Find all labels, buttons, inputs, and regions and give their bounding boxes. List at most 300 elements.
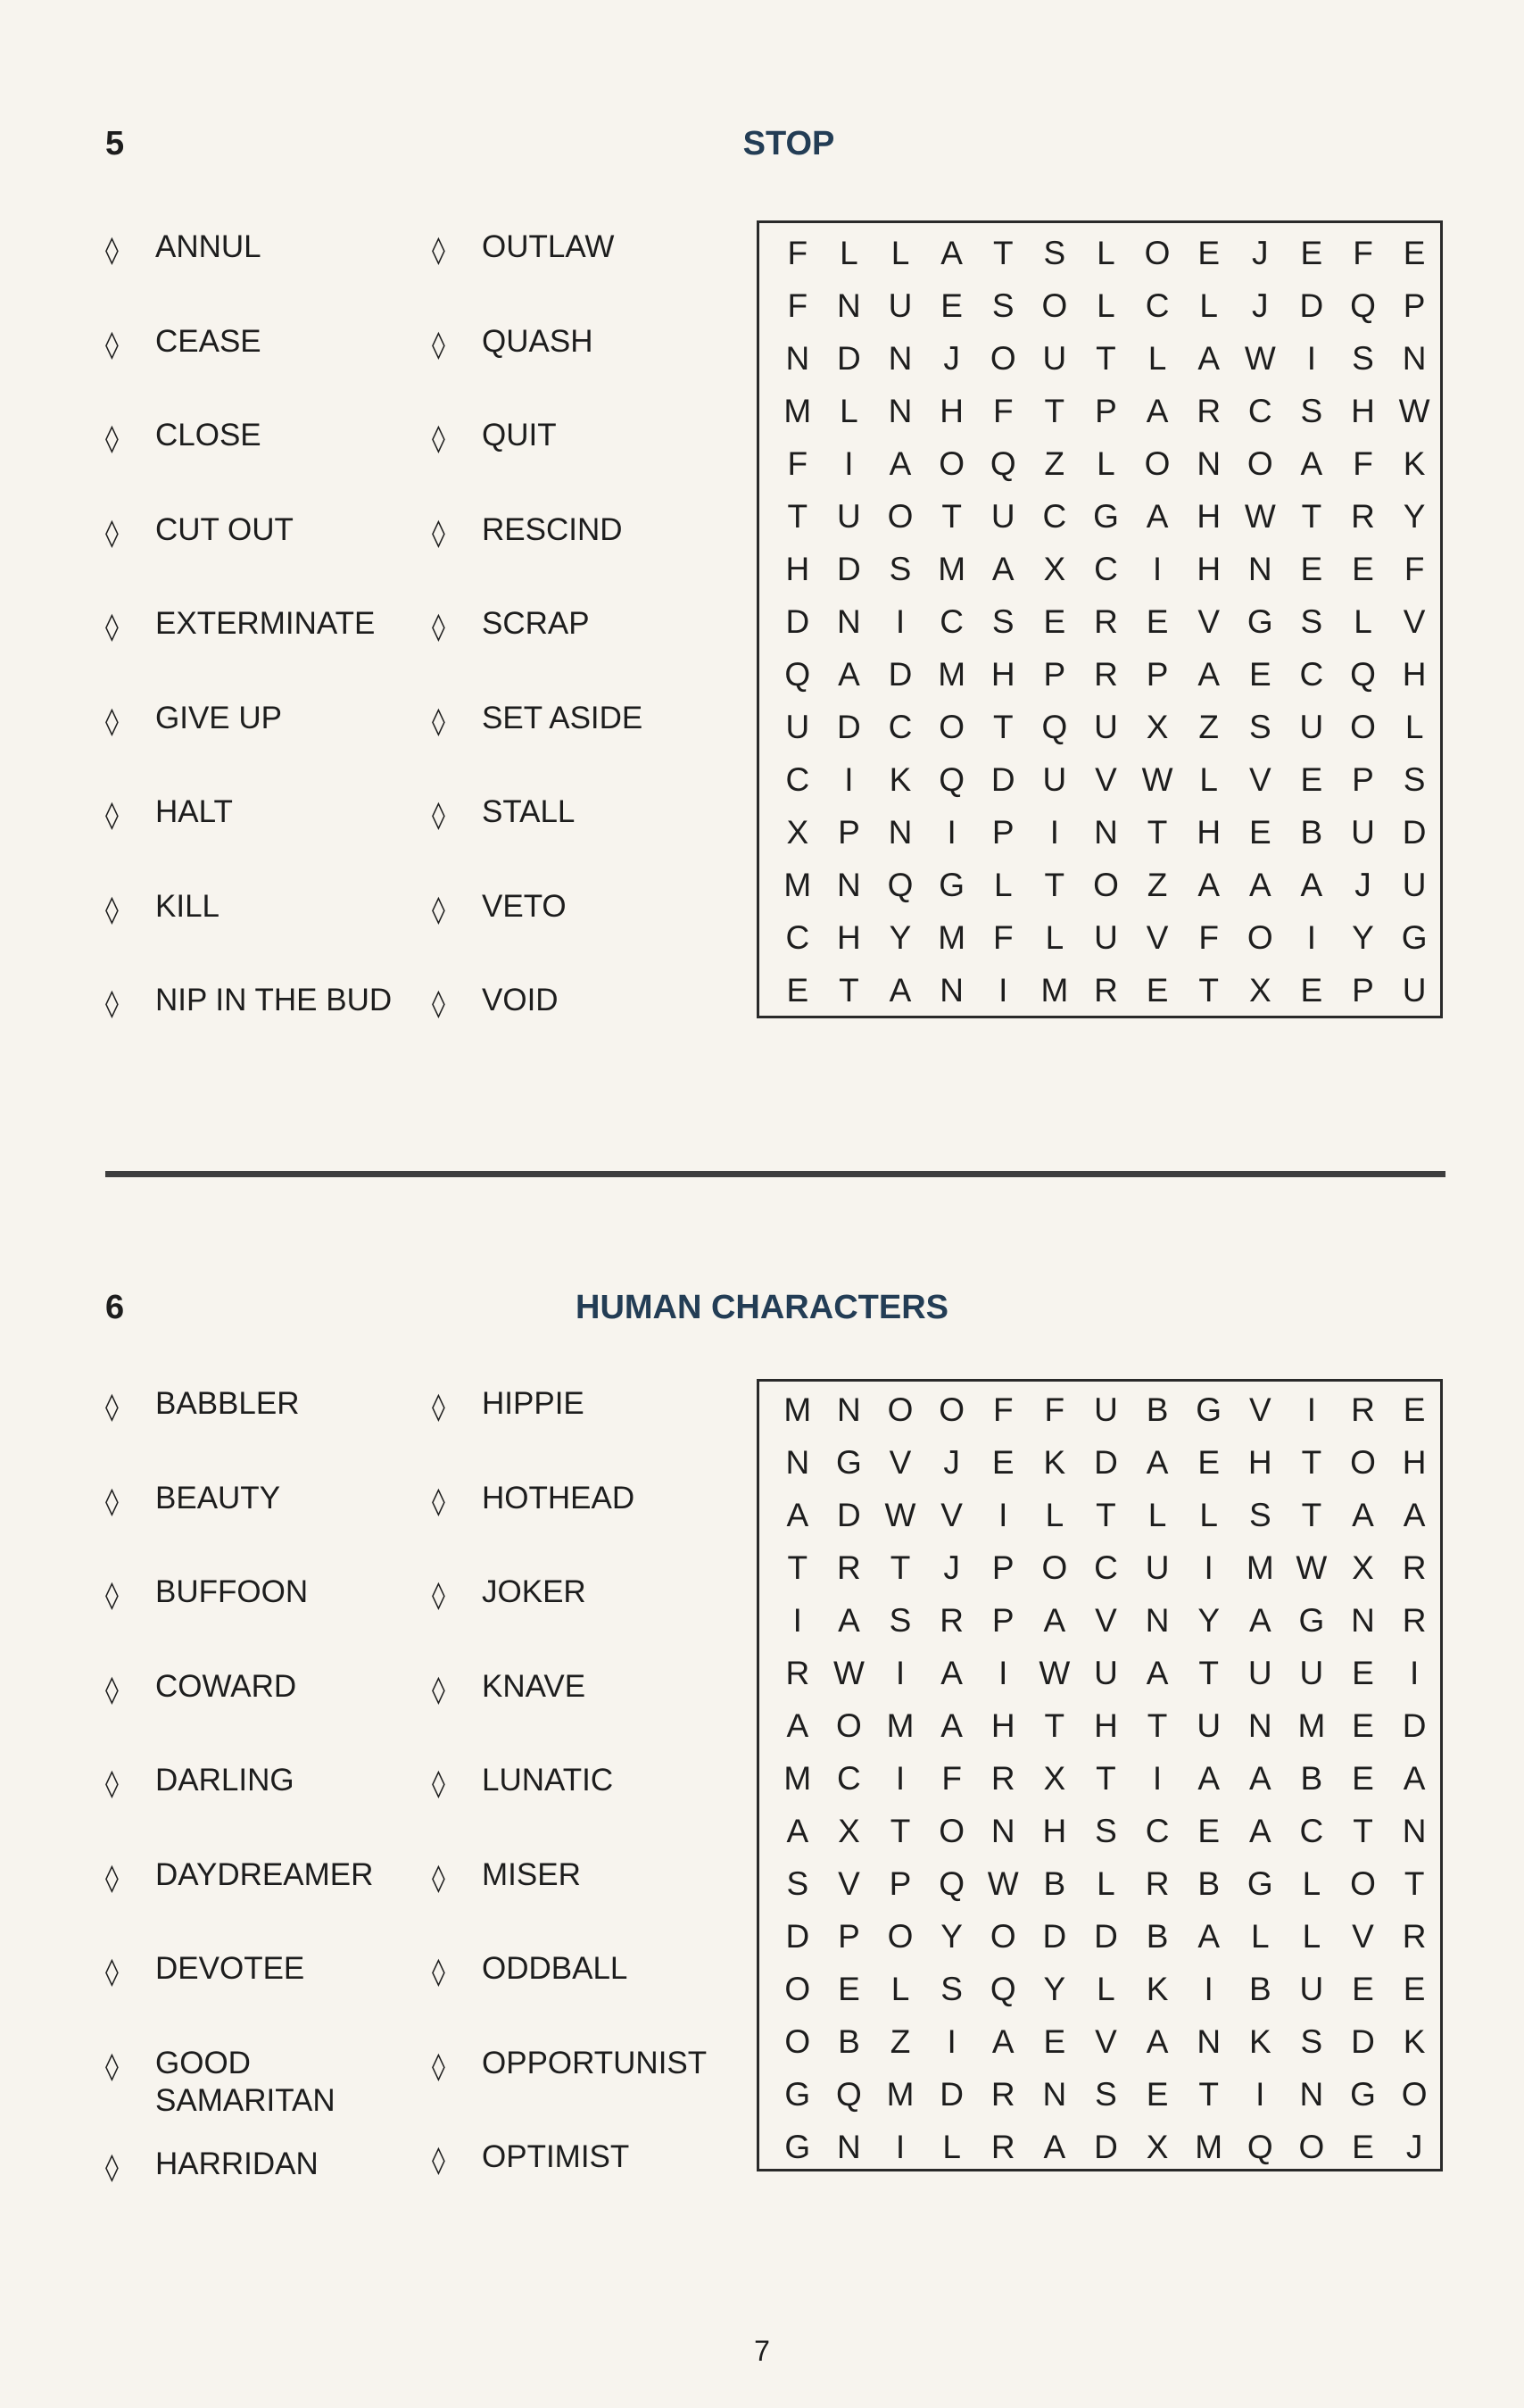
- grid-letter: A: [838, 656, 860, 693]
- grid-letter: M: [938, 656, 966, 693]
- grid-letter: S: [1095, 2076, 1117, 2113]
- grid-letter: S: [1300, 393, 1323, 429]
- grid-letter: P: [1043, 656, 1066, 693]
- grid-letter: J: [1252, 235, 1269, 271]
- grid-letter: M: [1297, 1707, 1326, 1744]
- grid-letter: T: [992, 235, 1014, 271]
- grid-letter: A: [1197, 340, 1221, 377]
- grid-letter: E: [1352, 1655, 1374, 1691]
- grid-letter: T: [1147, 814, 1168, 851]
- grid-letter: F: [992, 1391, 1014, 1428]
- word-text: HIPPIE: [482, 1386, 584, 1421]
- grid-letter: A: [1197, 656, 1221, 693]
- grid-letter: R: [1197, 393, 1222, 429]
- word-text: VOID: [482, 983, 559, 1017]
- grid-letter: A: [1146, 498, 1169, 535]
- grid-letter: A: [1043, 1602, 1066, 1639]
- grid-letter: L: [1097, 1865, 1115, 1902]
- grid-letter: V: [1146, 919, 1169, 956]
- grid-letter: M: [938, 551, 966, 587]
- grid-letter: T: [992, 709, 1014, 745]
- grid-letter: S: [991, 603, 1015, 640]
- grid-letter: M: [783, 1760, 812, 1797]
- grid-letter: G: [1196, 1391, 1222, 1428]
- grid-letter: F: [787, 235, 808, 271]
- grid-letter: Z: [1147, 867, 1168, 903]
- grid-letter: L: [1302, 1865, 1321, 1902]
- grid-letter: Z: [890, 2023, 911, 2060]
- grid-letter: A: [940, 1655, 963, 1691]
- grid-letter: A: [889, 972, 912, 1009]
- grid-letter: A: [1197, 1760, 1221, 1797]
- diamond-bullet-icon: ◊: [432, 1580, 445, 1611]
- diamond-bullet-icon: ◊: [432, 2145, 445, 2176]
- grid-letter: Q: [836, 2076, 862, 2113]
- grid-letter: L: [993, 867, 1013, 903]
- grid-letter: T: [1147, 1707, 1168, 1744]
- grid-letter: A: [1146, 1444, 1169, 1481]
- grid-letter: X: [1146, 709, 1169, 745]
- grid-letter: T: [1044, 393, 1065, 429]
- grid-letter: I: [895, 1760, 906, 1797]
- grid-letter: E: [1300, 551, 1323, 587]
- puzzle-number: 6: [105, 1289, 125, 1326]
- diamond-bullet-icon: ◊: [105, 1391, 119, 1423]
- grid-letter: O: [1093, 867, 1119, 903]
- grid-letter: G: [836, 1444, 862, 1481]
- grid-letter: V: [889, 1444, 912, 1481]
- grid-letter: L: [1045, 1497, 1064, 1533]
- grid-letter: E: [1300, 972, 1323, 1009]
- grid-letter: A: [1248, 867, 1271, 903]
- grid-letter: C: [1299, 1813, 1324, 1849]
- diamond-bullet-icon: ◊: [432, 2050, 445, 2082]
- word-text: CEASE: [155, 323, 261, 359]
- grid-letter: S: [786, 1865, 809, 1902]
- grid-letter: O: [784, 2023, 811, 2060]
- grid-letter: C: [1094, 551, 1118, 587]
- grid-letter: S: [1403, 761, 1426, 798]
- grid-row: [759, 648, 1440, 701]
- grid-letter: T: [787, 1549, 808, 1586]
- grid-letter: C: [1145, 1813, 1170, 1849]
- grid-letter: K: [1403, 445, 1426, 482]
- diamond-bullet-icon: ◊: [432, 1862, 445, 1894]
- grid-letter: R: [1094, 656, 1118, 693]
- word-text: KILL: [155, 888, 219, 924]
- grid-letter: T: [1198, 1655, 1219, 1691]
- grid-letter: U: [1351, 814, 1375, 851]
- grid-letter: B: [1300, 1760, 1323, 1797]
- grid-letter: L: [1404, 709, 1424, 745]
- grid-letter: L: [1354, 603, 1372, 640]
- grid-letter: M: [783, 867, 812, 903]
- grid-letter: Q: [1247, 2129, 1273, 2165]
- grid-letter: A: [838, 1602, 860, 1639]
- grid-row: [759, 701, 1440, 753]
- grid-letter: U: [785, 709, 810, 745]
- word-text: SET ASIDE: [482, 700, 643, 735]
- grid-letter: E: [1352, 551, 1374, 587]
- diamond-bullet-icon: ◊: [105, 1580, 119, 1611]
- grid-letter: U: [1042, 761, 1067, 798]
- grid-row: [759, 279, 1440, 332]
- grid-letter: L: [1045, 919, 1064, 956]
- grid-letter: L: [840, 235, 858, 271]
- grid-letter: B: [838, 2023, 860, 2060]
- grid-letter: I: [792, 1602, 802, 1639]
- grid-letter: G: [1247, 1865, 1273, 1902]
- grid-row: [759, 1436, 1440, 1489]
- grid-letter: T: [1353, 1813, 1373, 1849]
- grid-letter: V: [940, 1497, 963, 1533]
- grid-row: [759, 1647, 1440, 1699]
- puzzle-title: STOP: [742, 125, 835, 162]
- grid-letter: N: [1299, 2076, 1324, 2113]
- grid-letter: U: [1197, 1707, 1222, 1744]
- diamond-bullet-icon: ◊: [105, 1862, 119, 1894]
- grid-row: [759, 1541, 1440, 1594]
- grid-letter: D: [1094, 1444, 1118, 1481]
- grid-letter: N: [1402, 340, 1427, 377]
- grid-letter: E: [1403, 1971, 1426, 2007]
- grid-letter: A: [991, 551, 1015, 587]
- grid-letter: E: [1352, 1760, 1374, 1797]
- diamond-bullet-icon: ◊: [432, 235, 445, 266]
- grid-letter: E: [1146, 2076, 1169, 2113]
- grid-letter: P: [1352, 972, 1374, 1009]
- word-text: SAMARITAN: [155, 2082, 335, 2118]
- grid-letter: U: [1094, 709, 1118, 745]
- grid-letter: A: [1403, 1497, 1426, 1533]
- grid-letter: H: [940, 393, 964, 429]
- word-text: DEVOTEE: [155, 1951, 305, 1986]
- diamond-bullet-icon: ◊: [105, 705, 119, 737]
- grid-letter: E: [1352, 2129, 1374, 2165]
- grid-letter: L: [890, 235, 910, 271]
- grid-letter: J: [943, 1444, 960, 1481]
- grid-letter: I: [844, 445, 854, 482]
- grid-letter: K: [889, 761, 912, 798]
- puzzle-5-section: [0, 0, 1524, 1160]
- grid-letter: M: [938, 919, 966, 956]
- grid-letter: N: [1247, 551, 1272, 587]
- grid-letter: F: [1198, 919, 1219, 956]
- diamond-bullet-icon: ◊: [432, 1956, 445, 1988]
- grid-letter: O: [1350, 1865, 1376, 1902]
- grid-row: [759, 2015, 1440, 2068]
- grid-letter: S: [991, 287, 1015, 324]
- grid-letter: O: [887, 498, 914, 535]
- grid-letter: E: [786, 972, 809, 1009]
- word-text: BUFFOON: [155, 1574, 309, 1609]
- grid-letter: Y: [1197, 1602, 1221, 1639]
- grid-letter: E: [1352, 1971, 1374, 2007]
- grid-letter: T: [1301, 498, 1322, 535]
- grid-letter: N: [1197, 2023, 1222, 2060]
- grid-letter: O: [1247, 919, 1273, 956]
- grid-letter: F: [1353, 445, 1373, 482]
- grid-letter: V: [1095, 761, 1117, 798]
- grid-letter: X: [1043, 551, 1066, 587]
- diamond-bullet-icon: ◊: [105, 611, 119, 643]
- grid-letter: S: [1248, 1497, 1271, 1533]
- grid-letter: T: [1096, 1760, 1116, 1797]
- grid-letter: T: [1198, 972, 1219, 1009]
- grid-letter: S: [1300, 2023, 1323, 2060]
- word-text: BEAUTY: [155, 1480, 281, 1515]
- grid-letter: N: [837, 2129, 861, 2165]
- letter-grid: [757, 1379, 1443, 2171]
- grid-row: [759, 385, 1440, 437]
- grid-letter: B: [1197, 1865, 1221, 1902]
- grid-letter: X: [786, 814, 809, 851]
- word-text: STALL: [482, 794, 576, 829]
- diamond-bullet-icon: ◊: [105, 1485, 119, 1517]
- grid-letter: H: [1197, 498, 1222, 535]
- grid-row: [759, 1963, 1440, 2015]
- grid-letter: S: [889, 1602, 912, 1639]
- grid-letter: O: [784, 1971, 811, 2007]
- grid-row: [759, 753, 1440, 806]
- grid-letter: O: [1401, 2076, 1428, 2113]
- grid-letter: E: [1197, 1813, 1221, 1849]
- grid-letter: F: [1044, 1391, 1065, 1428]
- grid-letter: C: [1247, 393, 1272, 429]
- grid-letter: W: [1039, 1655, 1071, 1691]
- grid-letter: X: [1146, 2129, 1169, 2165]
- grid-letter: N: [1197, 445, 1222, 482]
- grid-letter: G: [939, 867, 965, 903]
- grid-letter: M: [1246, 1549, 1274, 1586]
- grid-row: [759, 859, 1440, 911]
- grid-letter: N: [1351, 1602, 1375, 1639]
- grid-letter: N: [785, 340, 810, 377]
- grid-letter: D: [940, 2076, 964, 2113]
- grid-letter: I: [1306, 1391, 1317, 1428]
- word-text: HALT: [155, 794, 233, 829]
- grid-letter: I: [1049, 814, 1059, 851]
- grid-letter: A: [1146, 2023, 1169, 2060]
- word-text: QUASH: [482, 323, 593, 359]
- grid-letter: R: [1402, 1602, 1427, 1639]
- grid-letter: H: [1197, 551, 1222, 587]
- grid-letter: R: [990, 1760, 1015, 1797]
- word-text: GIVE UP: [155, 700, 282, 735]
- grid-letter: Q: [1350, 287, 1376, 324]
- word-text: KNAVE: [482, 1668, 586, 1704]
- grid-letter: M: [1040, 972, 1069, 1009]
- diamond-bullet-icon: ◊: [432, 611, 445, 643]
- grid-letter: A: [1248, 1813, 1271, 1849]
- word-text: VETO: [482, 888, 567, 924]
- grid-letter: D: [990, 761, 1015, 798]
- grid-letter: N: [888, 393, 913, 429]
- grid-letter: D: [837, 1497, 861, 1533]
- diamond-bullet-icon: ◊: [432, 988, 445, 1019]
- grid-letter: R: [990, 2129, 1015, 2165]
- diamond-bullet-icon: ◊: [105, 1956, 119, 1988]
- grid-letter: E: [1043, 603, 1066, 640]
- grid-letter: I: [1152, 1760, 1163, 1797]
- grid-letter: C: [1299, 656, 1324, 693]
- grid-letter: A: [1300, 445, 1323, 482]
- grid-letter: I: [895, 603, 906, 640]
- grid-letter: X: [1352, 1549, 1374, 1586]
- grid-letter: N: [837, 1391, 861, 1428]
- grid-row: [759, 1805, 1440, 1857]
- grid-letter: I: [1204, 1971, 1213, 2007]
- word-text: CUT OUT: [155, 511, 294, 547]
- grid-letter: I: [998, 1655, 1008, 1691]
- grid-letter: T: [1096, 1497, 1116, 1533]
- grid-letter: U: [837, 498, 861, 535]
- grid-letter: N: [1145, 1602, 1170, 1639]
- grid-letter: G: [1350, 2076, 1376, 2113]
- grid-letter: U: [1402, 972, 1427, 1009]
- grid-letter: A: [1197, 1918, 1221, 1955]
- word-text: ODDBALL: [482, 1951, 628, 1986]
- diamond-bullet-icon: ◊: [105, 1768, 119, 1799]
- diamond-bullet-icon: ◊: [105, 800, 119, 831]
- grid-letter: O: [939, 709, 965, 745]
- grid-letter: C: [1042, 498, 1067, 535]
- grid-letter: G: [1298, 1602, 1325, 1639]
- word-text: OPTIMIST: [482, 2139, 630, 2174]
- grid-letter: L: [1251, 1918, 1270, 1955]
- grid-row: [759, 437, 1440, 490]
- grid-letter: O: [939, 1813, 965, 1849]
- grid-letter: S: [1043, 235, 1066, 271]
- grid-letter: A: [1146, 1655, 1169, 1691]
- diamond-bullet-icon: ◊: [105, 2152, 119, 2183]
- word-text: HOTHEAD: [482, 1480, 635, 1515]
- grid-letter: Y: [1403, 498, 1426, 535]
- grid-letter: C: [785, 919, 810, 956]
- grid-letter: O: [887, 1918, 914, 1955]
- grid-letter: J: [943, 1549, 960, 1586]
- grid-letter: H: [785, 551, 810, 587]
- grid-row: [759, 1857, 1440, 1910]
- grid-letter: X: [838, 1813, 860, 1849]
- grid-letter: T: [1301, 1497, 1322, 1533]
- grid-letter: F: [1404, 551, 1425, 587]
- grid-letter: U: [1094, 1391, 1118, 1428]
- grid-letter: A: [1352, 1497, 1374, 1533]
- grid-letter: E: [1300, 235, 1323, 271]
- word-text: HARRIDAN: [155, 2146, 319, 2181]
- grid-letter: D: [1351, 2023, 1375, 2060]
- grid-letter: R: [990, 2076, 1015, 2113]
- grid-letter: B: [1043, 1865, 1066, 1902]
- grid-letter: C: [940, 603, 964, 640]
- grid-letter: F: [941, 1760, 962, 1797]
- grid-letter: O: [1298, 2129, 1325, 2165]
- grid-letter: O: [1247, 445, 1273, 482]
- grid-letter: Q: [939, 761, 965, 798]
- word-text: CLOSE: [155, 418, 261, 453]
- grid-letter: N: [785, 1444, 810, 1481]
- grid-letter: U: [1042, 340, 1067, 377]
- grid-letter: U: [1299, 709, 1324, 745]
- grid-letter: G: [1401, 919, 1428, 956]
- grid-letter: I: [895, 1655, 906, 1691]
- grid-letter: A: [786, 1813, 809, 1849]
- word-text: QUIT: [482, 418, 557, 453]
- grid-letter: E: [1352, 1707, 1374, 1744]
- word-text: COWARD: [155, 1668, 297, 1704]
- grid-letter: D: [1299, 287, 1324, 324]
- grid-letter: Y: [889, 919, 912, 956]
- grid-letter: O: [1041, 1549, 1068, 1586]
- grid-row: [759, 543, 1440, 595]
- grid-letter: W: [1296, 1549, 1328, 1586]
- grid-letter: A: [940, 1707, 963, 1744]
- grid-letter: R: [1145, 1865, 1170, 1902]
- grid-letter: U: [1299, 1971, 1324, 2007]
- diamond-bullet-icon: ◊: [105, 893, 119, 926]
- word-text: GOOD: [155, 2045, 251, 2080]
- grid-letter: Q: [990, 1971, 1016, 2007]
- grid-row: [759, 595, 1440, 648]
- grid-row: [759, 1752, 1440, 1805]
- diamond-bullet-icon: ◊: [105, 328, 119, 361]
- diamond-bullet-icon: ◊: [105, 517, 119, 549]
- grid-letter: V: [1248, 761, 1271, 798]
- grid-letter: L: [942, 2129, 961, 2165]
- grid-letter: V: [1352, 1918, 1374, 1955]
- grid-letter: A: [1248, 1602, 1271, 1639]
- grid-letter: T: [1404, 1865, 1425, 1902]
- grid-letter: I: [1255, 2076, 1265, 2113]
- grid-letter: U: [990, 498, 1015, 535]
- grid-letter: D: [785, 1918, 810, 1955]
- grid-letter: S: [1300, 603, 1323, 640]
- grid-row: [759, 2068, 1440, 2121]
- grid-letter: S: [1352, 340, 1374, 377]
- grid-letter: I: [998, 972, 1008, 1009]
- diamond-bullet-icon: ◊: [432, 328, 445, 361]
- grid-letter: F: [992, 393, 1014, 429]
- puzzle-6-section: [0, 1160, 1524, 2408]
- grid-letter: G: [784, 2076, 811, 2113]
- grid-letter: W: [832, 1655, 865, 1691]
- grid-letter: D: [888, 656, 913, 693]
- grid-letter: D: [1402, 814, 1427, 851]
- grid-letter: S: [889, 551, 912, 587]
- grid-letter: O: [1350, 709, 1376, 745]
- grid-letter: N: [1042, 2076, 1067, 2113]
- diamond-bullet-icon: ◊: [105, 1673, 119, 1706]
- grid-letter: R: [837, 1549, 861, 1586]
- grid-letter: L: [1199, 287, 1218, 324]
- grid-letter: N: [837, 603, 861, 640]
- grid-letter: A: [786, 1707, 809, 1744]
- grid-letter: I: [1204, 1549, 1213, 1586]
- grid-letter: F: [1353, 235, 1373, 271]
- grid-letter: A: [1043, 2129, 1066, 2165]
- word-text: JOKER: [482, 1574, 586, 1609]
- grid-letter: R: [1351, 498, 1375, 535]
- grid-letter: M: [886, 1707, 915, 1744]
- diamond-bullet-icon: ◊: [432, 800, 445, 831]
- grid-letter: Q: [990, 445, 1016, 482]
- grid-letter: L: [1199, 1497, 1218, 1533]
- grid-letter: W: [987, 1865, 1019, 1902]
- grid-letter: V: [1095, 1602, 1117, 1639]
- word-text: ANNUL: [155, 229, 261, 264]
- grid-letter: I: [1306, 340, 1317, 377]
